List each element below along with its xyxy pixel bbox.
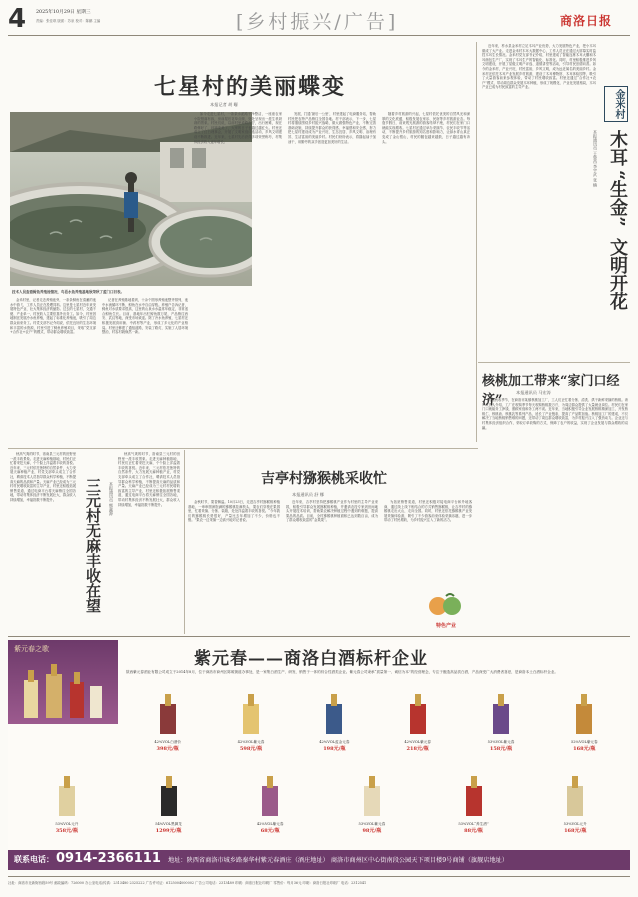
ad-products-row1 [126, 690, 626, 766]
feature-badge-label: 特色产业 [435, 623, 456, 629]
product-cell [126, 690, 209, 766]
product-cell [543, 690, 626, 766]
fruit-icon [420, 592, 472, 618]
product-name: 53%VOL“养生酒” [458, 822, 489, 826]
product-name: 53%VOL紫元春 [358, 822, 386, 826]
photo-caption: 技术人员查看鲟鱼养殖池情况，鸟语水鱼养殖基地欣荣秋了蓝门口旧表。 [12, 290, 124, 294]
main-article-col5: 随着乡村旅游的兴起，七星村依托优美的自然风光和深厚的文化底蕴，积极发展农家乐、民宿等乡村旅游业态。每逢节假日，前来观光旅游的游客络绎不绝，村民们在家门口就能实现增收。七星村还通过举办采摘节、农民丰收节等活动，不断提升乡村旅游的知名度和影响力，让绿水青山真正变成了金山银山，村民的腰包越来越鼓，日子越过越有奔头。 [382, 112, 470, 144]
page-footer: 社址：商洛市北新街西段59号 邮政编码：726000 办公室电话/传真：2313480 2325222 广告许可证：6125004000002 广告公司电话：2313489 印刷：商洛日报社印刷厂 零售价：每月36元 印刷：商洛日报社印刷厂 电话：2312541 [8, 881, 367, 885]
ad-phone: 0914-2366111 [56, 851, 161, 866]
right-article-byline: 本报通讯员 王鲁西 李宇武 张 楠 [593, 130, 598, 188]
walnut-article-text: 时值秋收季节，在商洛市某镇核桃加工厂，工人们正忙着分拣、清洗、烘干新鲜采摘的核桃。该厂负责人介绍，工厂在收购季节每天收购核桃数万斤，为周边群众提供了大量就业岗位。村民们在家门口就能务工挣钱，照顾家庭和务工两不误。近年来，当地积极引导企业发展核桃精深加工，开发核桃仁、核桃油、核桃乳等系列产品，延长了产业链条，提高了产品附加值。核桃加工厂的建成，不仅解决了当地核桃销售难的问题，还带动了周边群众增收致富，为乡村振兴注入了强劲动力。企业还与村集体经济组织合作，采取订单收购的方式，保障了农户的收益，实现了企业发展与群众增收的双赢。 [482, 398, 628, 430]
right-article-title-2: “生金” [607, 170, 628, 227]
product-price: 168元/瓶 [573, 746, 596, 752]
product-name: 53%VOL元升 [563, 822, 587, 826]
product-name: 52%VOL紫元春 [570, 740, 598, 744]
right-article-text: 近年来，柞水县金米村立足木耳产业优势，大力发展特色产业，把小木耳做成了大产业。走进金米村木耳大数据中心，工作人员正在通过大屏幕实时监控木耳生长情况。金米村党支部书记介绍，村里建成了智能连栋木耳大棚和木耳菌包生产厂，实现了木耳生产的智能化、标准化。同时，村里积极推进乡风文明建设，开展了星级文明户评选、道德讲堂等活动，引导村民崇德向善。如今的金米村，产业兴旺，村民富裕，乡风文明，成为远近闻名的美丽乡村。金米村还依托木耳产业发展乡村旅游，建设了木耳博物馆、木耳体验园等，吸引了大量游客前来参观体验，带动了村民增收致富。村里还通过“合作社+农户”模式，带动周边群众发展木耳种植，形成了规模化、产业化发展格局，木耳产业已成为村民致富的主导产业。 [482, 44, 596, 90]
product-name: 53%VOL紫元春 [487, 740, 515, 744]
feature-badge [420, 592, 472, 630]
bottle-icon [555, 774, 595, 818]
product-name: 42%VOL紫元春 [237, 740, 265, 744]
walnut-article-title: 核桃加工带来“家门口经济” [482, 374, 620, 408]
product-price: 218元/瓶 [406, 746, 429, 752]
header-date: 2025年10月29日 星期三 [36, 10, 91, 15]
bottle-icon [352, 774, 392, 818]
main-article-col1: 金米村里，记者走近养殖池旁，一条条鲟鱼在清澈的池水中游弋，工作人员正在投喂饲料。这里是七星村近年来发展特色产业、壮大集体经济的缩影。过去的七星村，交通不便、产业单一，村民收入主要依靠外出务工。如今，村里因地制宜发展冷水鱼养殖，建起了标准化养殖池，吸引了周边群众前来务工。村党支部书记介绍说，依托良好的生态环境和丰富的水资源，村里引进了鲟鱼养殖项目，采取“党支部+合作社+农户”的模式，带动群众增收致富。 [10, 298, 96, 335]
sanyuan-article-title: 三元村无麻丰收在望 [84, 478, 102, 613]
product-price: 398元/瓶 [156, 746, 179, 752]
product-cell [118, 774, 220, 846]
ad-left-banner [8, 640, 118, 724]
sanyuan-article-byline: 本报通讯员 熊鑫源 [109, 482, 114, 516]
section-title: [乡村振兴/广告] [236, 11, 399, 33]
product-cell [321, 774, 423, 846]
product-name: 53%VOL元升 [55, 822, 79, 826]
product-name: 42%VOL蓝金元春 [319, 740, 350, 744]
jiting-article-col2: 近年来，吉亭村坚持把猕猴桃产业作为村里的主导产业来抓，积极引导群众发展猕猴桃种植，并邀请农技专家到田间地头开展技术培训，帮助果农解决种植过程中遇到的难题，提高果品的品质。目前，全村猕猴桃种植面积已达到数百亩，成为了群众增收致富的“金果果”。 [286, 500, 378, 523]
jiting-article-col1: 金秋时节，果香飘溢。10月23日，走进吉亭村猕猴桃种植基地，一串串圆润饱满的猕猴桃挂满枝头，果农们穿梭在果园里，忙着采摘、分拣、装箱，处处洋溢着丰收的喜悦。“今年我们的猕猴桃长势很好，产量比去年增加了不少，价格也不错。”果农一边采摘一边高兴地对记者说。 [188, 500, 280, 523]
bottle-icon [564, 690, 604, 736]
bottle-icon [481, 690, 521, 736]
product-cell [376, 690, 459, 766]
product-price: 1299元/瓶 [155, 828, 182, 834]
product-cell [524, 774, 626, 846]
ad-products-row2 [16, 774, 626, 846]
page-header [0, 0, 638, 42]
bottle-icon [398, 690, 438, 736]
main-article-col3: 如今走进七星村，一条条水泥路干净整洁，一座座农家小院错落有致，房前屋后花草点缀，处处呈现出一派生机勃勃的景象。村民们说，以前村里道路泥泞，出行困难，现在路修好了，环境变美了，大家的日子也越过越红火。村里还成立了红白理事会，开展了文明家庭评选活动，乡风文明建设不断推进。近年来，七星村先后获得多项荣誉称号，村集体经济收入逐年增长。 [194, 112, 282, 144]
newspaper-logo: 商洛日报 [560, 14, 613, 28]
bottle-icon [231, 690, 271, 736]
page-number: 4 [8, 4, 27, 34]
bottle-set-icon [18, 660, 108, 720]
product-name: 42%VOL紫元春 [404, 740, 431, 744]
product-cell [293, 690, 376, 766]
ad-brand-small: 紫元春之歌 [14, 645, 49, 653]
ad-contact-bar [8, 850, 630, 870]
main-article-title: 七星村的美丽蝶变 [153, 74, 346, 100]
product-cell [423, 774, 525, 846]
jiting-article-byline: 本报通讯员 舒 娜 [292, 492, 324, 497]
main-article-col4: 发展，打通‘最后一公里’，村里建起了电商服务站，帮助村民把农特产品销往全国各地。村干部表示，下一步，七星村将继续围绕乡村振兴战略，做大做强特色产业，不断完善基础设施，持续提升群众的获得感、幸福感和安全感，努力把七星村建设成为产业兴旺、生态宜居、乡风文明、治理有效、生活富裕的美丽乡村。村民们纷纷表示，将撸起袖子加油干，用勤劳的双手创造更加美好的生活。 [288, 112, 376, 144]
ad-intro: 陕西紫元春酒业有限公司成立于2014年8月，位于商洛市商州区陈塬街道办事处，是一家集白酒生产、研发、销售于一体的综合性酒类企业。紫元春公司秉承“质量第一、诚信为本”的经营理念，专注于酿造高品质白酒，产品深受广大消费者喜爱，是商洛本土白酒标杆企业。 [126, 670, 558, 674]
ad-title: 紫元春——商洛白酒标杆企业 [194, 649, 428, 669]
ad-phone-label: 联系电话： [14, 854, 54, 864]
product-cell [16, 774, 118, 846]
product-price: 98元/瓶 [362, 828, 382, 834]
product-cell [459, 690, 542, 766]
product-price: 198元/瓶 [323, 746, 346, 752]
liquor-advertisement [8, 640, 630, 870]
product-name: 42%VOL白酒价 [154, 740, 181, 744]
product-price: 168元/瓶 [564, 828, 587, 834]
main-article-byline: 本报记者 胡 曝 [210, 102, 238, 107]
product-name: 42%VOL紫元春 [256, 822, 284, 826]
right-article-label: 金米村 [604, 86, 628, 122]
bottle-icon [148, 690, 188, 736]
product-price: 598元/瓶 [239, 746, 263, 752]
product-name: 54%VOL黑御龙 [155, 822, 182, 826]
walnut-article-byline: 本报通讯员 马宏涛 [516, 390, 551, 395]
product-price: 158元/瓶 [489, 746, 513, 752]
bottle-icon [454, 774, 494, 818]
product-cell [209, 690, 292, 766]
bottle-icon [47, 774, 87, 818]
product-price: 68元/瓶 [260, 828, 280, 834]
product-price: 358元/瓶 [55, 828, 78, 834]
right-article-title-3: 文明开花 [607, 238, 628, 310]
header-editor-line: 责编：张佳琪 版面：苏泉 校对：陈鹏 主编 [36, 19, 101, 23]
right-article-title-1: 木耳 [607, 130, 628, 166]
main-article-col2: 记者在养殖基地看到，十余个圆形养殖池整齐排列，池中水流循环不断，鲟鱼在水中自由穿梭。养殖户告诉记者，鲟鱼对水质要求很高，这里的山泉水水温常年稳定，非常适合鲟鱼生长。目前，基地年出栏鲟鱼数万尾，产品销往西安、武汉等地，深受市场欢迎。除了冷水鱼养殖，七星村还积极发展食用菌、中药材等产业，形成了多元化的产业格局。村里还修建了通组道路，安装了路灯，实施了人居环境整治，村容村貌焕然一新。 [102, 298, 188, 335]
ad-address: 地址：陕西省商洛市城乡路秦华村紫元春酒庄（酒庄地址） 商洛市商州区中心街南段公园天下项目楼9号商铺（旗舰店地址） [168, 857, 509, 864]
bottle-icon [250, 774, 290, 818]
product-price: 88元/瓶 [464, 828, 483, 834]
jiting-article-title: 吉亭村猕猴桃采收忙 [261, 471, 387, 487]
bottle-icon [149, 774, 189, 818]
product-cell [219, 774, 321, 846]
jiting-article-col3: 为拓宽销售渠道，村里还积极对接电商平台和外地客商，通过线上线下相结合的方式销售猕猴桃，让吉亭村的猕猴桃走出大山，走向全国。同时，村里还依托猕猴桃产业发展采摘体验游，吸引了不少游客前来体验采摘乐趣，进一步带动了村民增收，为乡村振兴注入了新的活力。 [384, 500, 472, 523]
sanyuan-article-text: 秋高气爽的时节，洛南县三元村的田野里一派丰收景象。走进天麻种植基地，村民们正忙着采挖天麻，个个脸上洋溢着丰收的喜悦。近年来，三元村依托独特的自然条件，大力发展天麻种植产业，村党支部牵头成立了合作社，聘请技术人员指导群众科学种植，不断提高天麻的品质和产量。天麻产业已经成为三元村村民增收致富的主导产业，村里还积极拓展销售渠道，通过电商平台将天麻销往全国各地，带动村集体经济不断发展壮大，群众收入持续增加，幸福指数不断提升。 [10, 452, 76, 502]
bottle-icon [314, 690, 354, 736]
sanyuan-article-text-2: 秋高气爽的时节，洛南县三元村的田野里一派丰收景象。走进天麻种植基地，村民们正忙着采挖天麻，个个脸上洋溢着丰收的喜悦。近年来，三元村依托独特的自然条件，大力发展天麻种植产业，村党支部牵头成立了合作社，聘请技术人员指导群众科学种植，不断提高天麻的品质和产量。天麻产业已经成为三元村村民增收致富的主导产业，村里还积极拓展销售渠道，通过电商平台将天麻销往全国各地，带动村集体经济不断发展壮大，群众收入持续增加，幸福指数不断提升。 [118, 452, 180, 507]
